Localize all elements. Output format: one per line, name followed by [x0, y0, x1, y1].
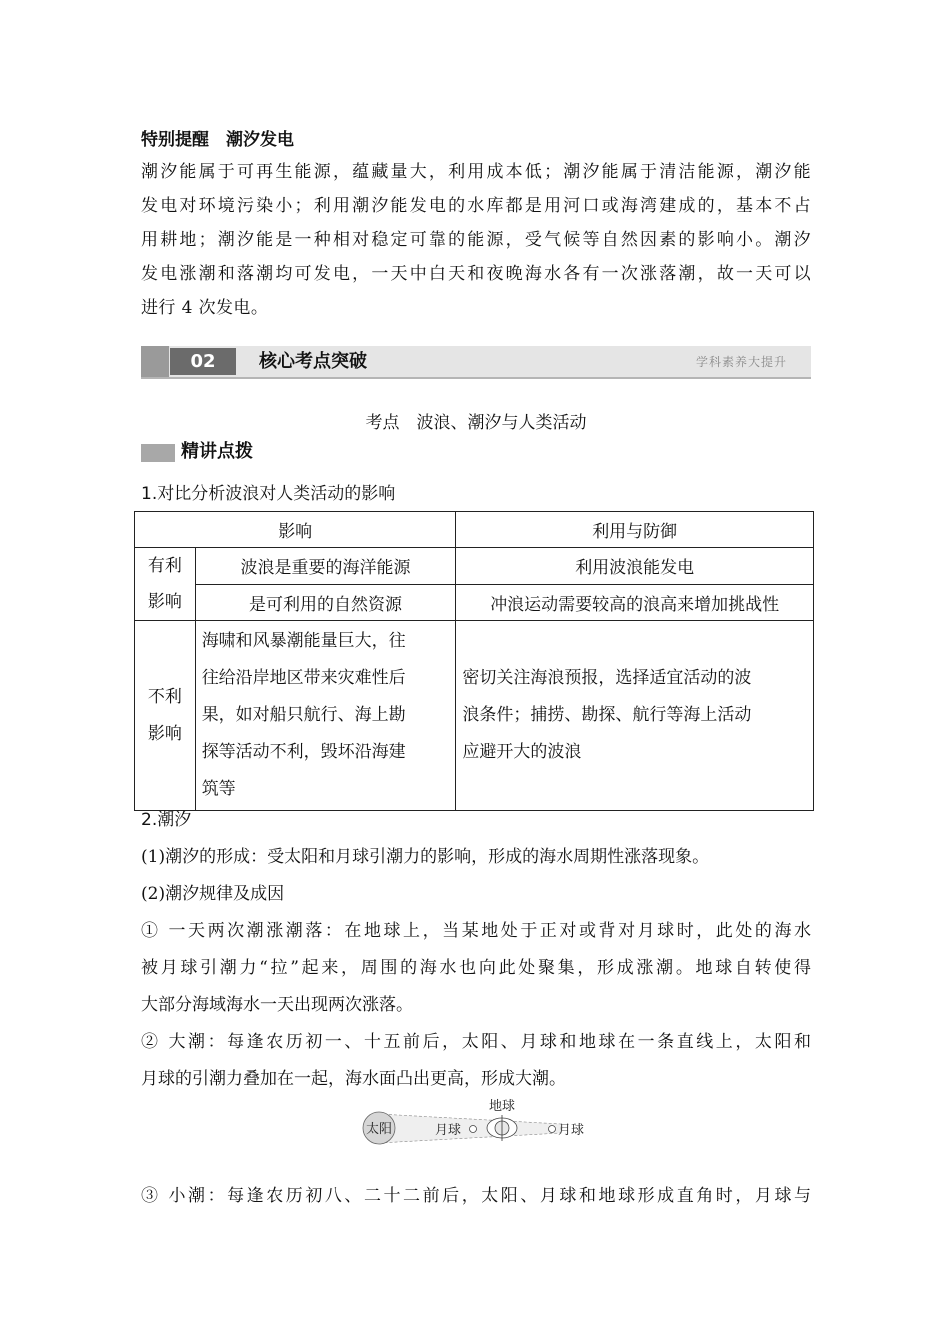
tip-line: 发电对环境污染小；利用潮汐能发电的水库都是用河口或海湾建成的，基本不占 [141, 196, 811, 216]
header-impact: 影响 [135, 512, 456, 548]
section2-line: (2)潮汐规律及成因 [141, 884, 285, 904]
section2-title: 2.潮汐 [141, 810, 192, 830]
unfavorable-label-line: 影响 [147, 723, 182, 744]
wave-impact-table [134, 511, 814, 811]
cell-line: 往给沿岸地区带来灾难性后 [201, 668, 406, 688]
tip-body [141, 160, 811, 330]
earth-label: 地球 [488, 1099, 516, 1114]
moon-left-icon [470, 1126, 477, 1133]
banner-left-block [141, 346, 169, 377]
section2-line: (1)潮汐的形成：受太阳和月球引潮力的影响，形成的海水周期性涨落现象。 [141, 847, 710, 867]
favorable-label [135, 548, 196, 621]
table-cell: 冲浪运动需要较高的浪高来增加挑战性 [456, 584, 814, 621]
favorable-label-line: 有利 [147, 556, 182, 576]
table-row [135, 621, 814, 811]
section2 [141, 802, 811, 1098]
cell-line: 应避开大的波浪 [462, 742, 582, 762]
favorable-label-line: 影响 [147, 592, 182, 612]
moon-left-label: 月球 [435, 1123, 462, 1138]
cell-line: 探等活动不利，毁坏沿海建 [201, 742, 406, 762]
section2-line: ① 一天两次潮涨潮落：在地球上，当某地处于正对或背对月球时，此处的海水 [141, 921, 811, 941]
table-cell: 是可利用的自然资源 [195, 584, 456, 621]
banner-subtitle: 学科素养大提升 [695, 355, 787, 369]
table-header-row [135, 512, 814, 548]
unfavorable-label [135, 621, 196, 811]
unfavorable-defense-cell [456, 621, 814, 811]
moon-right-label: 月球 [558, 1123, 585, 1138]
kaodian-heading: 考点 波浪、潮汐与人类活动 [365, 413, 587, 433]
cell-line: 浪条件；捕捞、勘探、航行等海上活动 [462, 705, 752, 725]
section2-line: 月球的引潮力叠加在一起，海水面凸出更高，形成大潮。 [141, 1069, 566, 1089]
section2-line: ③ 小潮：每逢农历初八、二十二前后，太阳、月球和地球形成直角时，月球与 [141, 1186, 811, 1206]
section2-line: ② 大潮：每逢农历初一、十五前后，太阳、月球和地球在一条直线上，太阳和 [141, 1032, 811, 1052]
cell-line: 密切关注海浪预报，选择适宜活动的波 [462, 668, 752, 688]
sun-label: 太阳 [365, 1122, 393, 1137]
tip-line: 用耕地；潮汐能是一种相对稳定可靠的能源，受气候等自然因素的影响小。潮汐 [141, 230, 811, 250]
section2-line: 大部分海域海水一天出现两次涨落。 [141, 995, 413, 1015]
table-cell: 利用波浪能发电 [456, 548, 814, 585]
unfavorable-impact-cell [195, 621, 456, 811]
tip-line: 发电涨潮和落潮均可发电，一天中白天和夜晚海水各有一次涨落潮，故一天可以 [141, 264, 811, 284]
tip-line: 进行 4 次发电。 [141, 298, 269, 318]
table-cell: 波浪是重要的海洋能源 [195, 548, 456, 585]
section2-line: 被月球引潮力“拉”起来，周围的海水也向此处聚集，形成涨潮。地球自转使得 [141, 958, 811, 978]
header-defense: 利用与防御 [456, 512, 814, 548]
cell-line: 果，如对船只航行、海上勘 [201, 705, 406, 725]
moon-right-icon [549, 1126, 556, 1133]
cell-line: 海啸和风暴潮能量巨大，往 [201, 631, 406, 651]
tip-title: 特别提醒 潮汐发电 [141, 130, 294, 150]
table-row [135, 584, 814, 621]
unfavorable-label-line: 不利 [147, 686, 182, 707]
spring-tide-diagram [361, 1096, 611, 1148]
table-row [135, 548, 814, 585]
banner-number: 02 [170, 348, 236, 375]
jingjiang-label: 精讲点拨 [181, 441, 253, 462]
cell-line: 筑等 [201, 779, 236, 799]
section1-title: 1.对比分析波浪对人类活动的影响 [141, 484, 396, 504]
heading-marker [141, 444, 175, 462]
section-banner [141, 346, 811, 379]
tip-line: 潮汐能属于可再生能源，蕴藏量大，利用成本低；潮汐能属于清洁能源，潮汐能 [141, 162, 811, 182]
banner-title: 核心考点突破 [259, 351, 367, 372]
